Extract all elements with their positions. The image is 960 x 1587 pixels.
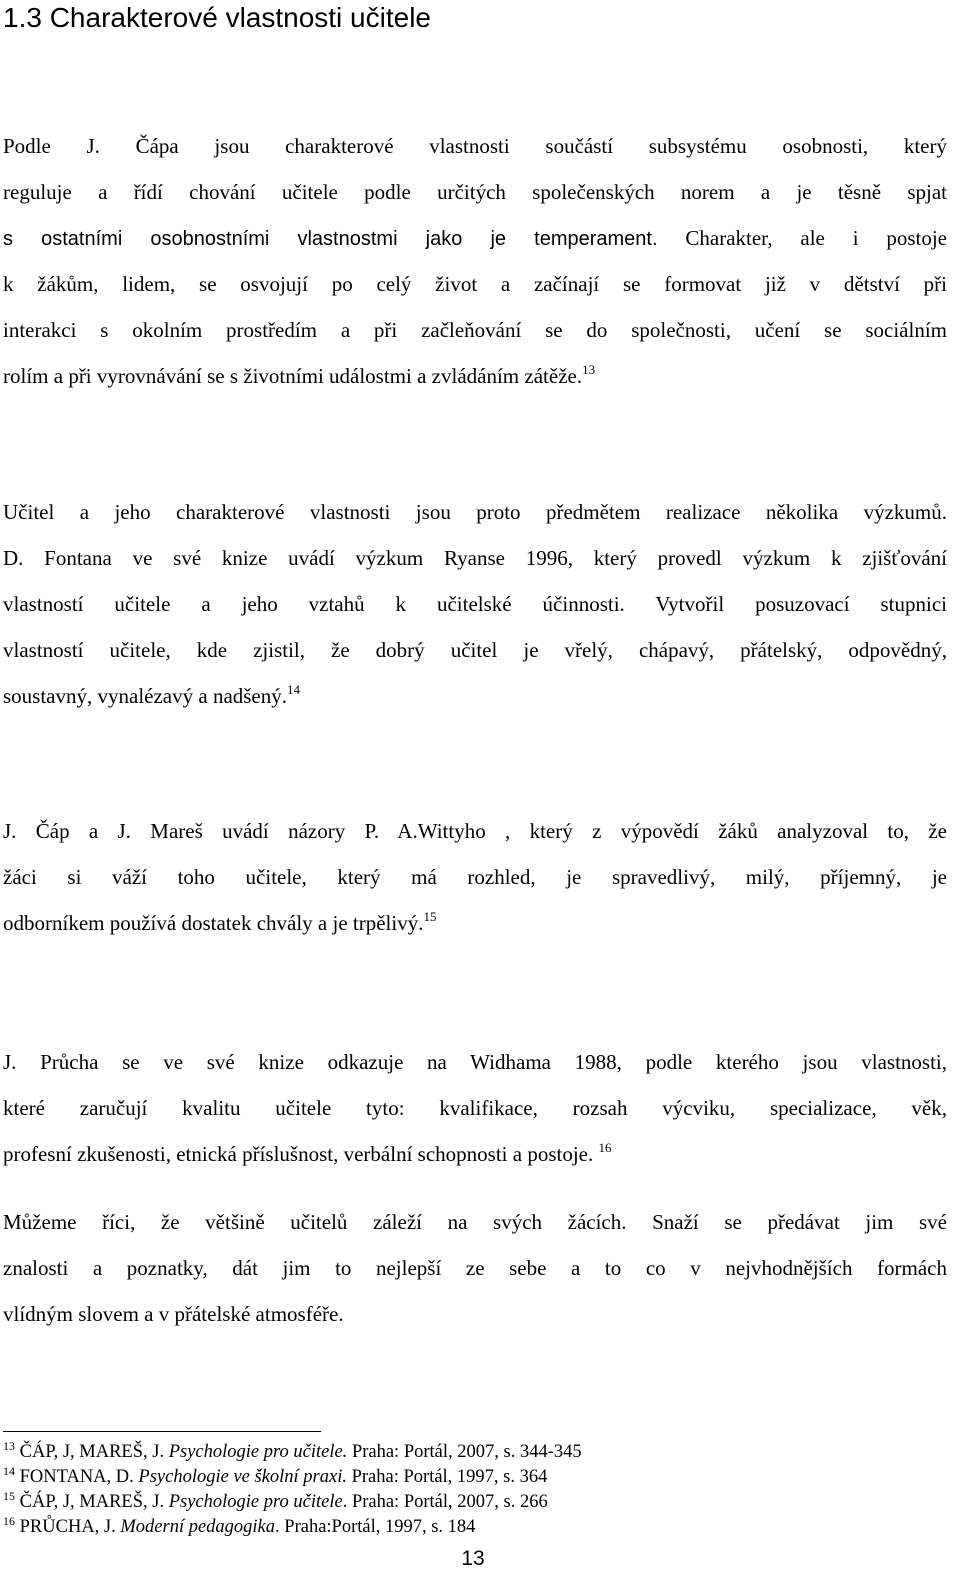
paragraph-line xyxy=(3,673,947,719)
paragraph-line: reguluje a řídí chování učitele podle určitých společenských norem a je těsně spjat xyxy=(3,180,947,204)
paragraph-line: J. Průcha se ve své knize odkazuje na Widhama 1988, podle kterého jsou vlastnosti, xyxy=(3,1050,947,1074)
paragraph-line: D. Fontana ve své knize uvádí výzkum Ryanse 1996, který provedl výzkum k zjišťování xyxy=(3,546,947,570)
footnote-ref: 16 xyxy=(598,1140,612,1155)
paragraph-line: k žákům, lidem, se osvojují po celý život a začínají se formovat již v dětství při xyxy=(3,272,947,296)
paragraph-line xyxy=(3,353,947,399)
paragraph-line xyxy=(3,900,947,946)
paragraph-line: Učitel a jeho charakterové vlastnosti jsou proto předmětem realizace několika výzkumů. xyxy=(3,500,947,524)
paragraph-1 xyxy=(3,123,947,399)
footnote-rest: . Praha:Portál, 1997, s. 184 xyxy=(275,1517,476,1537)
footnote-title: Psychologie ve školní praxi. xyxy=(138,1467,347,1487)
paragraph-line xyxy=(3,215,947,261)
footnote-number: 14 xyxy=(3,1464,15,1478)
paragraph-4 xyxy=(3,1039,947,1177)
paragraph-line: znalosti a poznatky, dát jim to nejlepší ze sebe a to co v nejvhodnějších formách xyxy=(3,1256,947,1280)
footnote-ref: 13 xyxy=(582,362,596,377)
footnote-rest: Praha: Portál, 2007, s. 344-345 xyxy=(347,1442,582,1462)
paragraph-line: interakci s okolním prostředím a při začleňování se do společnosti, učení se sociálním xyxy=(3,318,947,342)
footnote-author: ČÁP, J, MAREŠ, J. xyxy=(19,1492,165,1512)
paragraph-line: Můžeme říci, že většině učitelů záleží na svých žácích. Snaží se předávat jim své xyxy=(3,1210,947,1234)
footnote-title: Psychologie pro učitele xyxy=(168,1492,343,1512)
serif-text-run: Charakter, ale i postoje xyxy=(685,226,947,250)
paragraph-line: vlídným slovem a v přátelské atmosféře. xyxy=(3,1302,344,1326)
paragraph-line: žáci si váží toho učitele, který má rozhled, je spravedlivý, milý, příjemný, je xyxy=(3,865,947,889)
paragraph-line: Podle J. Čápa jsou charakterové vlastnosti součástí subsystému osobnosti, který xyxy=(3,134,947,158)
footnote-separator xyxy=(3,1431,321,1432)
paragraph-line: vlastností učitele a jeho vztahů k učitelské účinnosti. Vytvořil posuzovací stupnici xyxy=(3,592,947,616)
footnote xyxy=(3,1440,582,1464)
section-heading: 1.3 Charakterové vlastnosti učitele xyxy=(3,2,431,33)
footnote-title: Psychologie pro učitele. xyxy=(168,1442,348,1462)
footnote-ref: 14 xyxy=(287,682,301,697)
footnote-rest: Praha: Portál, 1997, s. 364 xyxy=(351,1467,548,1487)
page-number: 13 xyxy=(461,1547,485,1570)
paragraph-line: které zaručují kvalitu učitele tyto: kvalifikace, rozsah výcviku, specializace, věk, xyxy=(3,1096,947,1120)
paragraph-2 xyxy=(3,489,947,719)
footnote xyxy=(3,1465,547,1489)
footnote-rest: . Praha: Portál, 2007, s. 266 xyxy=(342,1492,548,1512)
footnote-number: 15 xyxy=(3,1489,15,1503)
paragraph-text: profesní zkušenosti, etnická příslušnost, verbální schopnosti a postoje. xyxy=(3,1142,594,1166)
footnote-title: Moderní pedagogika xyxy=(120,1517,276,1537)
footnote-author: ČÁP, J, MAREŠ, J. xyxy=(19,1442,165,1462)
paragraph-text: odborníkem používá dostatek chvály a je trpělivý. xyxy=(3,911,424,935)
footnote xyxy=(3,1515,475,1539)
paragraph-line: vlastností učitele, kde zjistil, že dobrý učitel je vřelý, chápavý, přátelský, odpovědný, xyxy=(3,638,947,662)
paragraph-text: rolím a při vyrovnávání se s životními událostmi a zvládáním zátěže. xyxy=(3,364,583,388)
sans-text-run: s ostatními osobnostními vlastnostmi jako je temperament. xyxy=(3,228,658,250)
paragraph-line xyxy=(3,1131,947,1177)
footnote-ref: 15 xyxy=(423,909,437,924)
footnote-number: 13 xyxy=(3,1439,15,1453)
footnote-number: 16 xyxy=(3,1514,15,1528)
paragraph-3 xyxy=(3,808,947,946)
paragraph-line: J. Čáp a J. Mareš uvádí názory P. A.Wittyho , který z výpovědí žáků analyzoval to, že xyxy=(3,819,947,843)
footnote xyxy=(3,1490,548,1514)
footnote-author: PRŮCHA, J. xyxy=(19,1517,116,1537)
paragraph-text: soustavný, vynalézavý a nadšený. xyxy=(3,684,288,708)
footnote-author: FONTANA, D. xyxy=(19,1467,134,1487)
paragraph-5 xyxy=(3,1199,947,1337)
